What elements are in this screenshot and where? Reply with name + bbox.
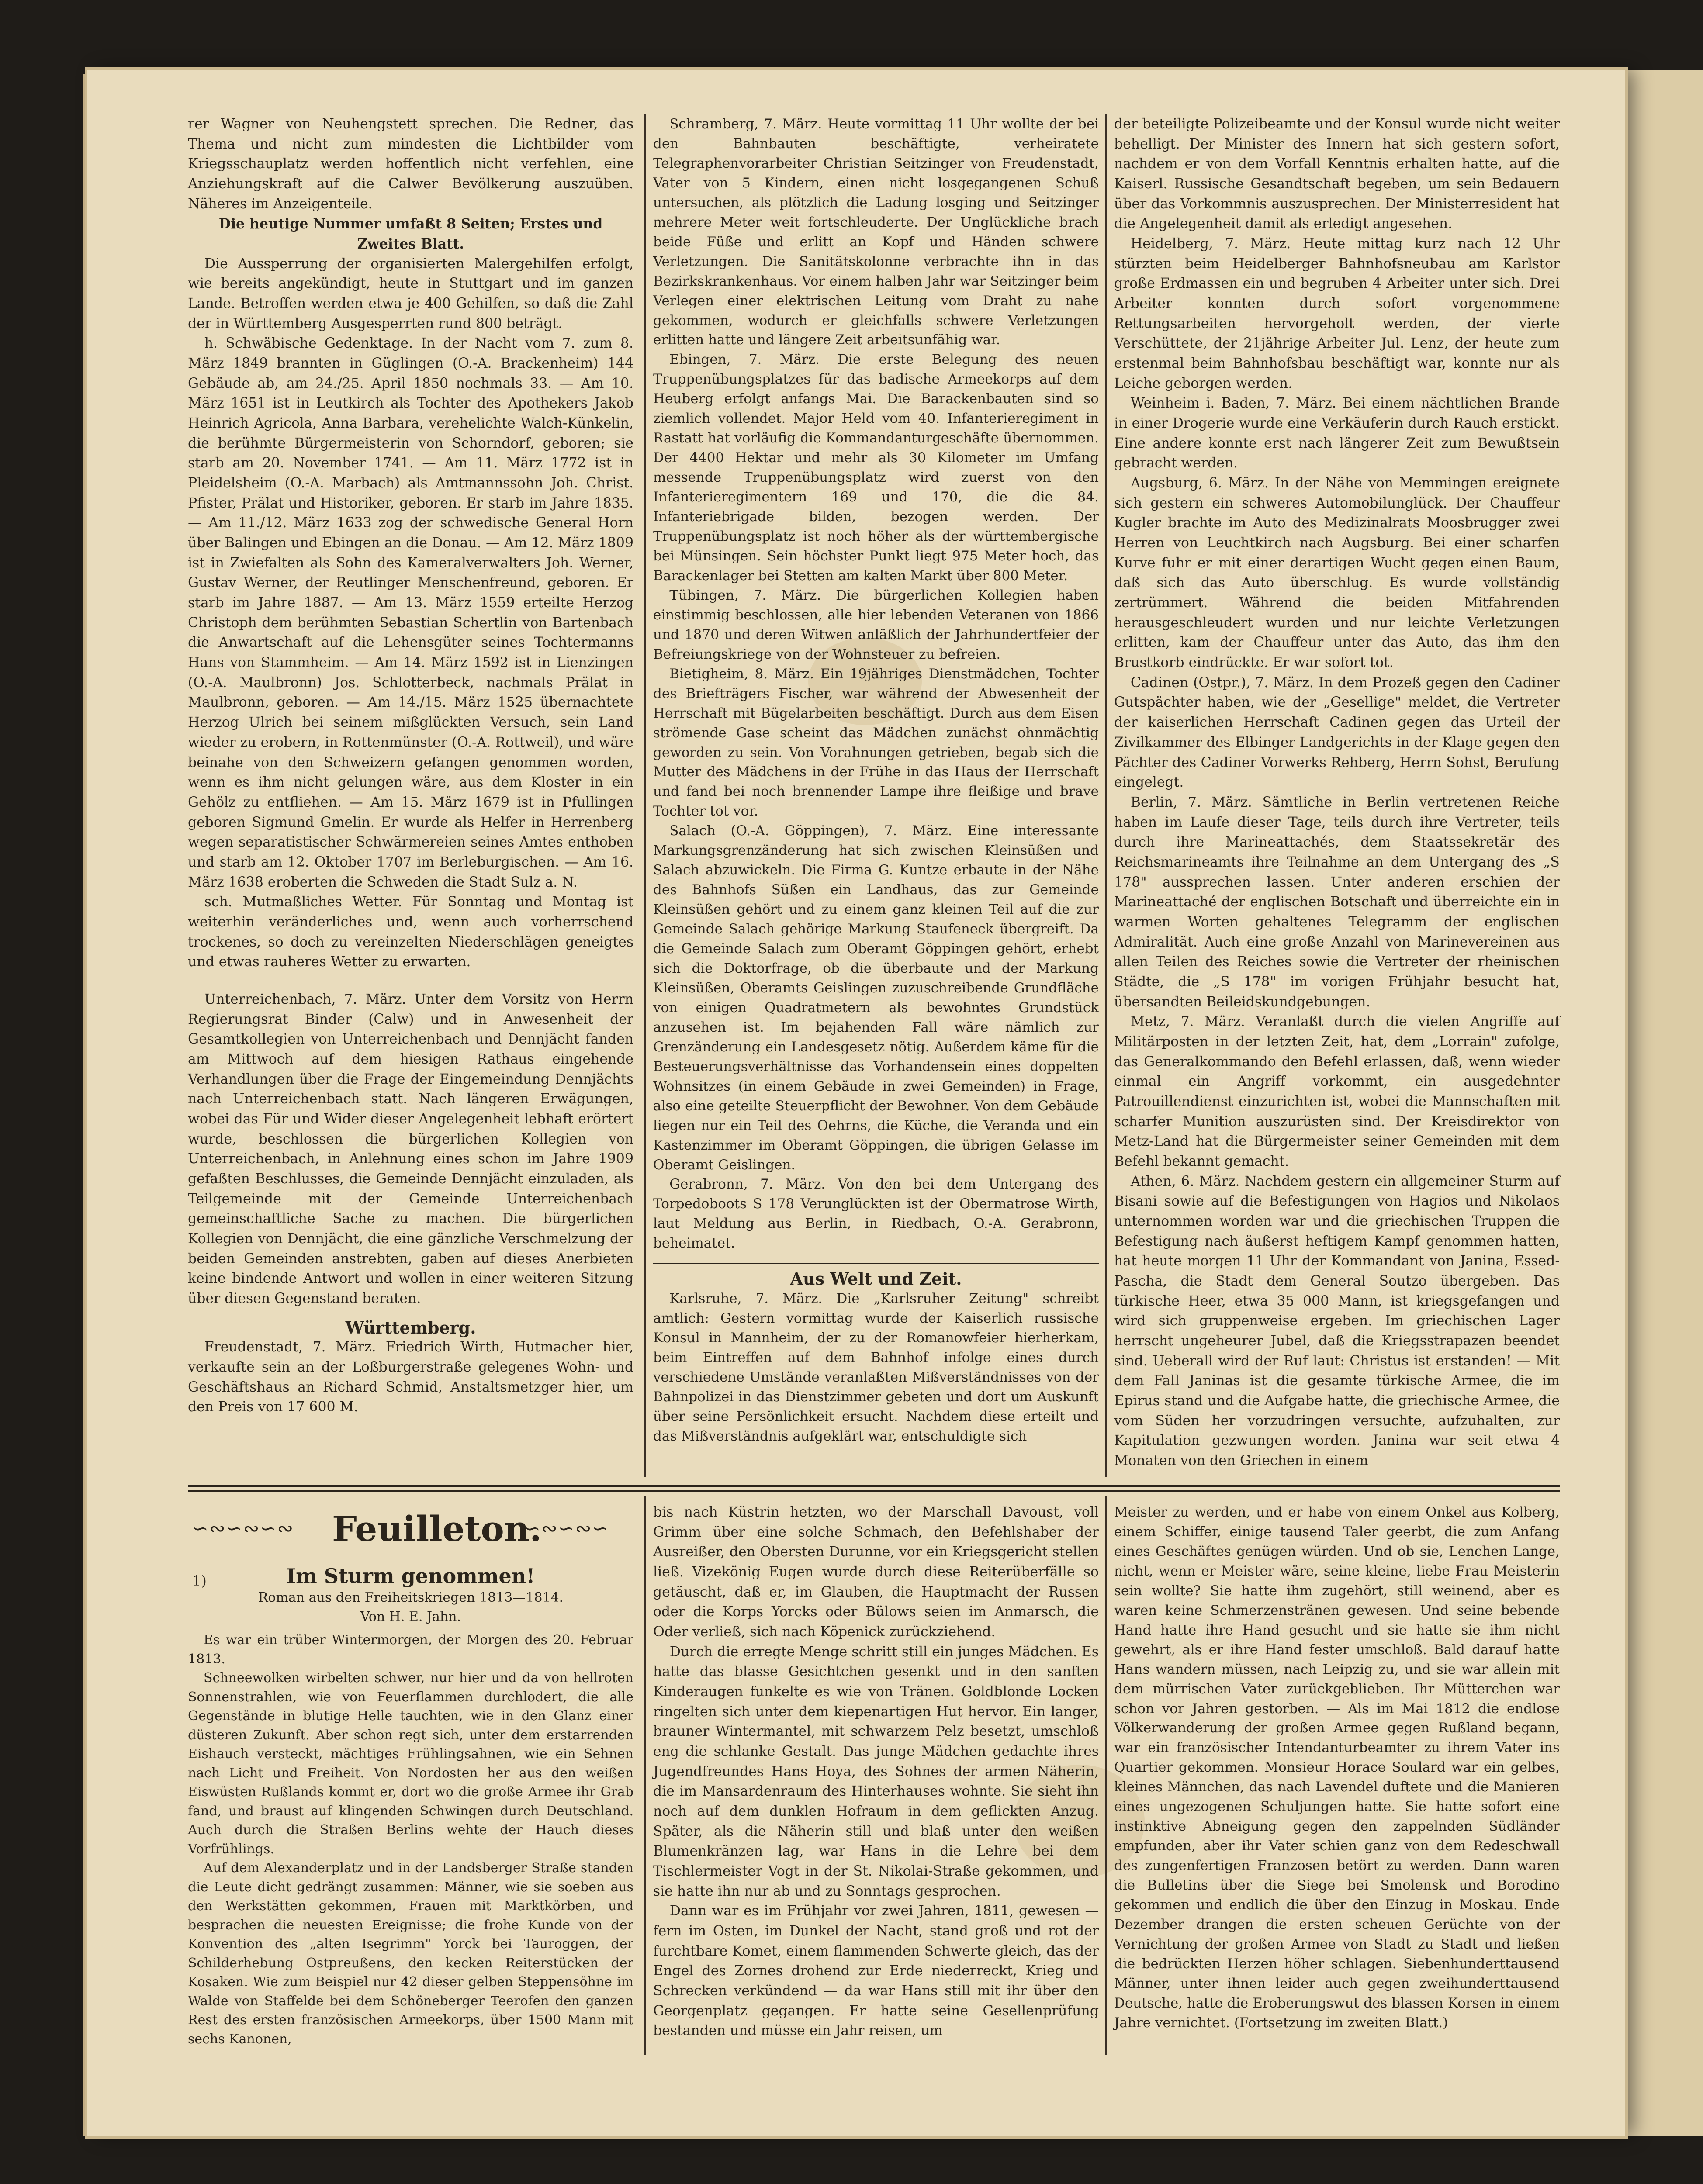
story-text: bis nach Küstrin hetzten, wo der Marschall Davoust, voll Grimm über eine solche Schmach, den Befehlshaber der Ausreißer, den Obersten Durunne, vor ein Kriegsgericht stellen ließ. Vizekönig Eugen wurde durch diese Reiterüberfälle so getäuscht, daß er, im Glauben, die Hauptmacht der Russen oder die Korps Yorcks oder Bülows seien im Anmarsch, die Oder verließ, sich nach Köpenick zurückziehend. [653,1504,1099,1640]
ornament-right-icon: ∽∾∽∾∽ [524,1517,609,1540]
article-text: Augsburg, 6. März. In der Nähe von Memmingen ereignete sich gestern ein schweres Automobilunglück. Der Chauffeur Kugler brachte im Auto des Medizinalrats Moosbrugger zwei Herren von Leuchtkirch nach Augsburg. Bei einer scharfen Kurve fuhr er mit einer derartigen Wucht gegen einen Baum, daß sich das Auto überschlug. Es wurde vollständig zertrümmert. Während die beiden Mitfahrenden herausgeschleudert wurden und nur leichte Verletzungen erlitten, kam der Chauffeur unter das Auto, das ihm den Brustkorb eindrückte. Er war sofort tot. [1114,475,1560,671]
article-text: Ebingen, 7. März. Die erste Belegung des neuen Truppenübungsplatzes für das badische Armeekorps auf dem Heuberg erfolgt anfangs Mai. Die Barackenbauten sind so ziemlich vollendet. Major Held vom 40. Infanterieregiment in Rastatt hat vorläufig die Kommandanturgeschäfte übernommen. Der 4400 Hektar und mehr als 30 Kilometer im Umfang messende Truppenübungsplatz wird zuerst von den Infanterieregimentern 169 und 170, die die 84. Infanteriebrigade bilden, bezogen werden. Der Truppenübungsplatz ist noch höher als der württembergische bei Münsingen. Sein höchster Punkt liegt 975 Meter hoch, das Barackenlager bei Stetten am kalten Markt über 800 Meter. [653,352,1099,584]
novel-author: Von H. E. Jahn. [360,1609,461,1624]
section-heading: Aus Welt und Zeit. [653,1263,1099,1289]
notice-text: Die heutige Nummer umfaßt 8 Seiten; Erstes und Zweites Blatt. [218,216,603,252]
feuilleton-column-3 [1114,1503,1560,2033]
article-text: Metz, 7. März. Veranlaßt durch die vielen Angriffe auf Militärposten in der letzten Zeit, hat, dem „Lorrain" zufolge, das Generalkommando den Befehl erlassen, daß, wenn wieder einmal ein Angriff vorkommt, ein ausgedehnter Patrouillendienst einzurichten ist, wobei die Mannschaften mit scharfer Munition auszurüsten sind. Der Kreisdirektor von Metz-Land hat die Bürgermeister seiner Gemeinden mit dem Befehl bekannt gemacht. [1114,1014,1560,1169]
column-1 [188,114,633,1417]
article-text: rer Wagner von Neuhengstett sprechen. Die Redner, das Thema und nicht zum mindesten die Lichtbilder vom Kriegsschauplatz werden hoffentlich nicht verfehlen, eine Anziehungskraft auf die Calwer Bevölkerung auszuüben. Näheres im Anzeigenteile. [188,116,633,212]
column-3 [1114,114,1560,1471]
story-text: Auf dem Alexanderplatz und in der Landsberger Straße standen die Leute dicht gedrängt zusammen: Männer, wie sie soeben aus den Werkstätten gekommen, Frauen mit Marktkörben, und besprachen die neuesten Ereignisse; die frohe Kunde von der Konvention des „alten Isegrimm" Yorck bei Tauroggen, der Schilderhebung Ostpreußens, den kecken Reiterstücken der Kosaken. Wie zum Beispiel nur 42 dieser gelben Steppensöhne im Walde von Staffelde bei dem Schöneberger Teerofen den ganzen Rest des ersten französischen Armeekorps, über 1500 Mann mit sechs Kanonen, [188,1860,633,2047]
story-text: Meister zu werden, und er habe von einem Onkel aus Kolberg, einem Schiffer, einige tausend Taler geerbt, die zum Anfang eines Geschäftes genügen würden. Und ob sie, Lenchen Lange, nicht, wenn er Meister wäre, seine kleine, liebe Frau Meisterin sein wollte? Sie hatte ihm zugehört, still weinend, aber es waren keine Schmerzenstränen gewesen. Und seine bebende Hand hatte ihre Hand gesucht und sie hatte sie ihm nicht gewehrt, als er ihre Hand fester umschloß. Bald darauf hatte Hans wandern müssen, nach Leipzig zu, und sie war allein mit dem mürrischen Vater zurückgeblieben. Ihr Mütterchen war schon vor Jahren gestorben. — Als im Mai 1812 die endlose Völkerwanderung der großen Armee gegen Rußland begann, war ein französischer Intendanturbeamter zu ihrem Vater ins Quartier gekommen. Monsieur Horace Soulard war ein gelbes, kleines Männchen, das nach Lavendel duftete und die Manieren eines ungezogenen Schuljungen hatte. Sie hatte sofort eine instinktive Abneigung gegen den zappelnden Südländer empfunden, aber ihr Vater schien ganz von dem Redeschwall des zungenfertigen Franzosen betört zu werden. Dann waren die Bulletins über die Siege bei Smolensk und Borodino gekommen und endlich die über den Einzug in Moskau. Ende Dezember drangen die ersten scheuen Gerüchte von der Vernichtung der großen Armee von Stadt zu Stadt und ließen die bedrückten Herzen höher schlagen. Siebenhunderttausend Männer, unter ihnen leider auch gegen zweihunderttausend Deutsche, hatte die Eroberungswut des blassen Korsen in einem Jahre vernichtet. (Fortsetzung im zweiten Blatt.) [1114,1504,1560,2031]
feuilleton-rule [188,1490,1560,1492]
column-2 [653,114,1099,1446]
installment-number: 1) [192,1572,207,1589]
feuilleton-heading: Feuilleton. [332,1508,542,1549]
story-text: Es war ein trüber Wintermorgen, der Morgen des 20. Februar 1813. [188,1632,633,1667]
novel-title: Im Sturm genommen! [286,1564,535,1588]
feuilleton-column-1 [188,1564,633,2049]
article-text: Heidelberg, 7. März. Heute mittag kurz nach 12 Uhr stürzten beim Heidelberger Bahnhofsneubau am Karlstor große Erdmassen ein und begruben 4 Arbeiter unter sich. Drei Arbeiter konnten durch sofort vorgenommene Rettungsarbeiten hervorgeholt werden, der vierte Verschüttete, der 21jährige Arbeiter Jul. Lenz, der heute zum erstenmal beim Bahnhofsbau beschäftigt war, konnte nur als Leiche geborgen werden. [1114,236,1560,391]
article-text: h. Schwäbische Gedenktage. In der Nacht vom 7. zum 8. März 1849 brannten in Güglingen (O.-A. Brackenheim) 144 Gebäude ab, am 24./25. April 1850 nochmals 33. — Am 10. März 1651 ist in Leutkirch als Tochter des Apothekers Jakob Heinrich Agricola, Anna Barbara, verehelichte Walch-Künkelin, die berühmte Bürgermeisterin von Schorndorf, geboren; sie starb am 20. November 1741. — Am 11. März 1772 ist in Pleidelsheim (O.-A. Marbach) als Amtmannssohn Joh. Christ. Pfister, Prälat und Historiker, geboren. Er starb im Jahre 1835. — Am 11./12. März 1633 zog der schwedische General Horn über Balingen und Ebingen an die Donau. — Am 12. März 1809 ist in Zwiefalten als Sohn des Kameralverwalters Joh. Werner, Gustav Werner, der Reutlinger Menschenfreund, geboren. Er starb im Jahre 1887. — Am 13. März 1559 erteilte Herzog Christoph dem berühmten Sebastian Schertlin von Bartenbach die Anwartschaft auf die Lehensgüter seines Tochtermanns Hans von Stammheim. — Am 14. März 1592 ist in Lienzingen (O.-A. Maulbronn) Jos. Schlotterbeck, nachmals Prälat in Maulbronn, geboren. — Am 14./15. März 1525 übernachtete Herzog Ulrich bei seinem mißglückten Versuch, sein Land wieder zu erobern, in Rottenmünster (O.-A. Rottweil), und wäre beinahe von den Schweizern gefangen genommen worden, wenn es ihm nicht gelungen wäre, aus dem Kloster in ein Gehölz zu entfliehen. — Am 15. März 1679 ist in Pfullingen geboren Sigmund Gmelin. Er wurde als Helfer in Herrenberg wegen separatistischer Schwärmereien seines Amtes enthoben und starb am 12. Oktober 1707 im Berleburgischen. — Am 16. März 1638 eroberten die Schweden die Stadt Sulz a. N. [188,335,633,890]
article-text: Bietigheim, 8. März. Ein 19jähriges Dienstmädchen, Tochter des Briefträgers Fischer, war während der Abwesenheit der Herrschaft mit Bügelarbeiten beschäftigt. Durch aus dem Eisen strömende Gase scheint das Mädchen zunächst ohnmächtig geworden zu sein. Von Vorahnungen getrieben, begab sich die Mutter des Mädchens in der Frühe in das Haus der Herrschaft und fand bei noch brennender Lampe ihre fleißige und brave Tochter tot vor. [653,666,1099,819]
article-text: sch. Mutmaßliches Wetter. Für Sonntag und Montag ist weiterhin veränderliches und, wenn auch vorherrschend trockenes, so doch zu vereinzelten Niederschlägen geneigtes und etwas rauheres Wetter zu erwarten. [188,894,633,970]
article-text: Weinheim i. Baden, 7. März. Bei einem nächtlichen Brande in einer Drogerie wurde eine Verkäuferin durch Rauch erstickt. Eine andere konnte erst nach längerer Zeit zum Bewußtsein gebracht werden. [1114,395,1560,471]
article-text: Tübingen, 7. März. Die bürgerlichen Kollegien haben einstimmig beschlossen, alle hier lebenden Veteranen von 1866 und 1870 und deren Witwen anläßlich der Jahrhundertfeier der Befreiungskriege von der Wohnsteuer zu befreien. [653,587,1099,662]
article-text: Karlsruhe, 7. März. Die „Karlsruher Zeitung" schreibt amtlich: Gestern vormittag wurde der Kaiserlich russische Konsul in Mannheim, der zu der Romanowfeier hierherkam, beim Eintreffen auf dem Bahnhof infolge eines durch verschiedene Umstände veranlaßten Mißverständnisses von der Bahnpolizei in das Dienstzimmer gebeten und dort um Auskunft über seine Persönlichkeit ersucht. Nachdem diese erteilt und das Mißverständnis aufgeklärt war, entschuldigte sich [653,1291,1099,1444]
feuilleton-column-2 [653,1503,1099,2041]
feuilleton-rule [188,1485,1560,1487]
column-rule [644,114,646,1477]
column-rule [1105,114,1107,1477]
article-text: Unterreichenbach, 7. März. Unter dem Vorsitz von Herrn Regierungsrat Binder (Calw) und in Anwesenheit der Gesamtkollegien von Unterreichenbach und Dennjächt fanden am Mittwoch auf dem hiesigen Rathaus eingehende Verhandlungen über die Frage der Eingemeindung Dennjächts nach Unterreichenbach statt. Nach längeren Erwägungen, wobei das Für und Wider dieser Angelegenheit lebhaft erörtert wurde, beschlossen die bürgerlichen Kollegien von Unterreichenbach, in Anlehnung eines schon im Jahre 1909 gefaßten Beschlusses, die Gemeinde Dennjächt einzuladen, als Teilgemeinde mit der Gemeinde Unterreichenbach gemeinschaftliche Sache zu machen. Die bürgerlichen Kollegien von Dennjächt, die eine gänzliche Verschmelzung der beiden Gemeinden anstrebten, gaben auf dieses Anerbieten keine bindende Antwort und wollen in einer weiteren Sitzung über diesen Gegenstand beraten. [188,991,633,1306]
ornament-left-icon: ∽∾∽∾∽∾ [192,1517,294,1540]
story-text: Dann war es im Frühjahr vor zwei Jahren, 1811, gewesen — fern im Osten, im Dunkel der Nacht, stand groß und rot der furchtbare Komet, einem flammenden Schwerte gleich, das der Engel des Zornes drohend zur Erde niederreckt, Krieg und Schrecken verkündend — da war Hans still mit ihr über den Georgenplatz gegangen. Er hatte seine Gesellenprüfung bestanden und müsse ein Jahr reisen, um [653,1903,1099,2039]
column-rule [1105,1496,1107,2055]
article-text: Die Aussperrung der organisierten Malergehilfen erfolgt, wie bereits angekündigt, heute in Stuttgart und im ganzen Lande. Betroffen werden etwa je 400 Gehilfen, so daß die Zahl der in Württemberg Ausgesperrten rund 800 beträgt. [188,256,633,332]
article-text: Salach (O.-A. Göppingen), 7. März. Eine interessante Markungsgrenzänderung hat sich zwischen Kleinsüßen und Salach abzuwickeln. Die Firma G. Kuntze erbaute in der Nähe des Bahnhofs Süßen ein Landhaus, das zur Gemeinde Kleinsüßen gehört und zu einem ganz kleinen Teil auf die zur Gemeinde Salach gehörige Markung Staufeneck übergreift. Da die Gemeinde Salach zum Oberamt Göppingen gehört, erhebt sich die Doktorfrage, ob die überbaute und der Markung Kleinsüßen, Oberamts Geislingen zuzuschreibende Grundfläche von einigen Quadratmetern als bewohntes Grundstück anzusehen ist. Im bejahenden Fall wäre nämlich zur Grenzänderung ein Landesgesetz nötig. Außerdem käme für die Besteuerungsverhältnisse das Vorhandensein eines doppelten Wohnsitzes (in einem Gebäude in zwei Gemeinden) in Frage, also eine geteilte Steuerpflicht der Bewohner. Von dem Gebäude liegen nur ein Teil des Oehrns, die Küche, die Veranda und ein Kastenzimmer im Oberamt Göppingen, die übrigen Gelasse im Oberamt Geislingen. [653,823,1099,1173]
article-text: Cadinen (Ostpr.), 7. März. In dem Prozeß gegen den Cadiner Gutspächter haben, wie der „Gesellige" meldet, die Vertreter der kaiserlichen Herrschaft Cadinen gegen das Urteil der Zivilkammer des Elbinger Landgerichts in der Klage gegen den Pächter des Cadiner Vorwerks Rehberg, Herrn Sohst, Berufung eingelegt. [1114,674,1560,791]
article-text: Berlin, 7. März. Sämtliche in Berlin vertretenen Reiche haben im Laufe dieser Tage, teils durch ihre Vertreter, teils durch ihre Marineattachés, dem Staatssekretär des Reichsmarineamts ihre Teilnahme an dem Untergang des „S 178" aussprechen lassen. Unter anderen erschien der Marineattaché der englischen Botschaft und überreichte ein in warmen Worten gehaltenes Telegramm der englischen Admiralität. Auch eine große Anzahl von Marinevereinen aus allen Teilen des Reiches sowie die Vertreter der rheinischen Städte, die „S 178" im vorigen Frühjahr besucht hat, übersandten Beileidskundgebungen. [1114,794,1560,1010]
column-rule [644,1496,646,2055]
article-text: Freudenstadt, 7. März. Friedrich Wirth, Hutmacher hier, verkaufte sein an der Loßburgerstraße gelegenes Wohn- und Geschäftshaus an Richard Schmid, Anstaltsmetzger hier, um den Preis von 17 600 M. [188,1339,633,1415]
novel-subtitle: Roman aus den Freiheitskriegen 1813—1814. [258,1590,564,1605]
story-text: Durch die erregte Menge schritt still ein junges Mädchen. Es hatte das blasse Gesichtchen gesenkt und in den sanften Kinderaugen funkelte es wie von Tränen. Goldblonde Locken ringelten sich unter dem kiepenartigen Hut hervor. Ein langer, brauner Wintermantel, mit schwarzem Pelz besetzt, umschloß eng die schlanke Gestalt. Das junge Mädchen gedachte ihres Jugendfreundes Hans Hoya, des Sohnes der armen Näherin, die im Mansardenraum des Hinterhauses wohnte. Sie sieht ihn noch auf dem dunklen Hofraum in dem geflickten Anzug. Später, als die Näherin still und blaß unter den weißen Blumenkränzen lag, war Hans in die Lehre bei dem Tischlermeister Vogt in der St. Nikolai-Straße gekommen, und sie hatte ihn nur ab und zu Sonntags gesprochen. [653,1644,1099,1899]
article-text: Athen, 6. März. Nachdem gestern ein allgemeiner Sturm auf Bisani sowie auf die Befestigungen von Hagios und Nikolaos unternommen worden war und die griechischen Truppen die Befestigung nach äußerst heftigem Kampf genommen hatten, hat heute morgen 11 Uhr der Kommandant von Janina, Essed-Pascha, die Stadt dem General Soutzo übergeben. Das türkische Heer, etwa 35 000 Mann, ist kriegsgefangen und wird sich gruppenweise ergeben. Im griechischen Lager herrscht ungeheurer Jubel, daß die Kriegsstrapazen beendet sind. Ueberall wird der Ruf laut: Christus ist erstanden! — Mit dem Fall Janinas ist die gesamte türkische Armee, die im Epirus stand und die Aufgabe hatte, die griechische Armee, die vom Süden her vorzudringen versuchte, aufzuhalten, zur Kapitulation gezwungen worden. Janina war seit etwa 4 Monaten von den Griechen in einem [1114,1173,1560,1469]
story-text: Schneewolken wirbelten schwer, nur hier und da von hellroten Sonnenstrahlen, wie von Feuerflammen durchlodert, die alle Gegenstände in blutige Helle tauchten, wie in den Glanz einer düsteren Zukunft. Aber schon regt sich, unter dem erstarrenden Eishauch versteckt, mächtiges Frühlingsahnen, wie ein Sehnen nach Licht und Freiheit. Von Nordosten her aus den weißen Eiswüsten Rußlands kommt er, dort wo die große Armee ihr Grab fand, und braust auf klingenden Schwingen durch Deutschland. Auch durch die Straßen Berlins wehte der Hauch dieses Vorfrühlings. [188,1670,633,1857]
article-text: Gerabronn, 7. März. Von den bei dem Untergang des Torpedoboots S 178 Verunglückten ist der Obermatrose Wirth, laut Meldung aus Berlin, in Riedbach, O.-A. Gerabronn, beheimatet. [653,1176,1099,1251]
adjacent-page-edge [1625,70,1703,2136]
section-heading: Württemberg. [345,1317,476,1337]
article-text: Schramberg, 7. März. Heute vormittag 11 Uhr wollte der bei den Bahnbauten beschäftigte, verheiratete Telegraphenvorarbeiter Christian Seitzinger von Freudenstadt, Vater von 5 Kindern, einen nicht losgegangenen Schuß untersuchen, als plötzlich die Ladung losging und Seitzinger mehrere Meter weit fortschleuderte. Der Unglückliche brach beide Füße und erlitt an Kopf und Händen schwere Verletzungen. Die Sanitätskolonne verbrachte ihn in das Bezirkskrankenhaus. Vor einem halben Jahr war Seitzinger beim Verlegen einer elektrischen Leitung vom Draht zu nahe gekommen, wodurch er gleichfalls schwere Verletzungen erlitten hatte und längere Zeit arbeitsunfähig war. [653,116,1099,348]
article-text: der beteiligte Polizeibeamte und der Konsul wurde nicht weiter behelligt. Der Minister des Innern hat sich gestern sofort, nachdem er von dem Vorfall Kenntnis erhalten hatte, auf die Kaiserl. Russische Gesandtschaft begeben, um sein Bedauern über das Vorkommnis auszusprechen. Der Ministerresident hat die Angelegenheit damit als erledigt angesehen. [1114,116,1560,232]
